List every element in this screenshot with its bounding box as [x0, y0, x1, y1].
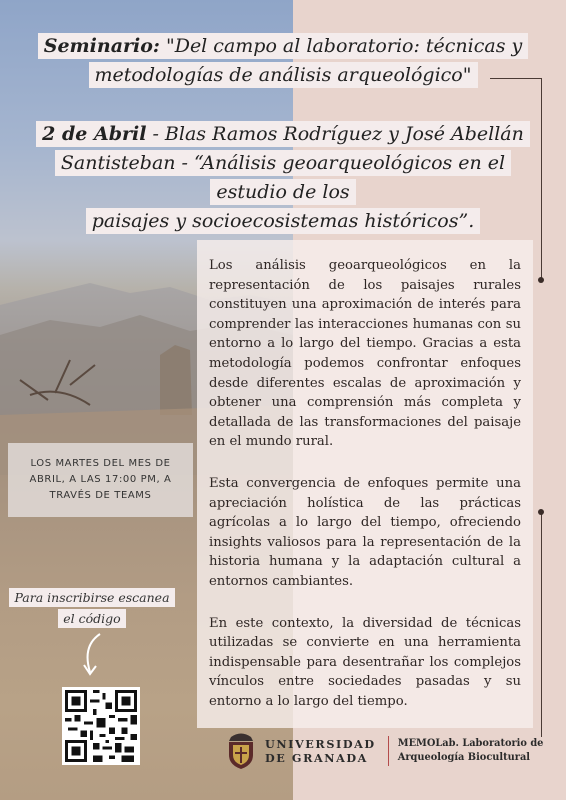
- lab-name-line1: MEMOLab. Laboratorio de: [397, 738, 544, 749]
- footer-logos: [223, 731, 543, 771]
- talk-date: 2 de Abril: [42, 123, 147, 145]
- description-paragraph-3: En este contexto, la diversidad de técnicas utilizadas se convierte en una herramienta indispensable para desentrañar los complejos vínculos entre sociedades pasadas y su entorno a lo largo del tiempo.: [209, 615, 521, 709]
- seminar-label: Seminario:: [43, 35, 160, 57]
- qr-code[interactable]: [62, 687, 140, 765]
- schedule-line-3: TRAVÉS DE TEAMS: [49, 490, 152, 501]
- seminar-title-line2: metodologías de análisis arqueológico": [89, 62, 478, 88]
- university-name-line2: DE GRANADA: [265, 751, 368, 765]
- lab-name-line2: Arqueología Biocultural: [397, 752, 531, 763]
- schedule-line-2: ABRIL, A LAS 17:00 PM, A: [29, 474, 172, 485]
- register-caption: [8, 587, 176, 629]
- schedule-box: [8, 443, 193, 517]
- connector-dot-top: [538, 277, 544, 283]
- curved-arrow-icon: [78, 632, 108, 680]
- talk-speakers: - Blas Ramos Rodríguez y José Abellán: [146, 123, 524, 145]
- connector-dot-bottom: [538, 509, 544, 515]
- description-paragraph-1: Los análisis geoarqueológicos en la representación de los paisajes rurales constituyen una aproximación de interés para comprender las interacciones humanas con su entorno a lo largo del tiempo. Gracias a esta metodología podemos confrontar enfoques desde diferentes escalas de aproximación y obtener una comprensión más completa y detallada de las transformaciones del paisaje en el mundo rural.: [209, 258, 521, 450]
- university-crest-icon: [223, 731, 259, 771]
- talk-title-line2: Santisteban - “Análisis geoarqueológicos en el estudio de los: [55, 150, 511, 205]
- talk-heading: [0, 120, 566, 236]
- schedule-line-1: LOS MARTES DEL MES DE: [30, 458, 171, 469]
- university-name: [265, 737, 376, 765]
- description-paragraph-2: Esta convergencia de enfoques permite una apreciación holística de las prácticas agrícolas a lo largo del tiempo, ofreciendo insights valiosos para la representación de la historia humana y la adaptación cultural a entornos cambiantes.: [209, 475, 521, 589]
- connector-line-top: [490, 78, 541, 79]
- lab-name: [398, 737, 544, 765]
- connector-line-vertical-bottom: [541, 512, 542, 737]
- seminar-title: [0, 32, 566, 90]
- description-panel: [197, 240, 533, 728]
- connector-line-vertical-top: [541, 78, 542, 278]
- university-name-line1: UNIVERSIDAD: [265, 737, 376, 751]
- talk-title-line3: paisajes y socioecosistemas históricos”.: [86, 208, 481, 234]
- footer-divider: [388, 736, 389, 766]
- seminar-title-line1: "Del campo al laboratorio: técnicas y: [165, 35, 523, 57]
- register-text: Para inscribirse escanea el código: [9, 588, 174, 628]
